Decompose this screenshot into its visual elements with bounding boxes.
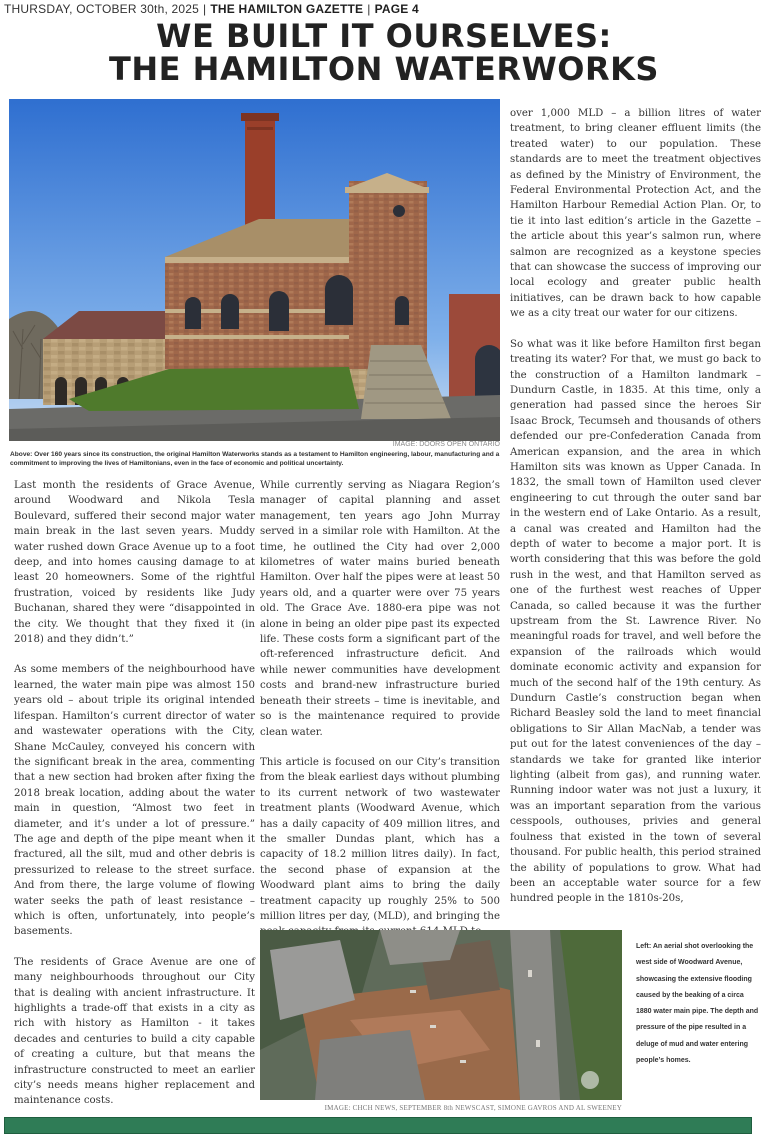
aerial-photo-caption: Left: An aerial shot overlooking the west side of Woodward Avenue, showcasing the extensive flooding caused by the beaking of a circa 1880 water main pipe. The depth and pressure of the pipe resulted in a deluge of mud and water entering people’s homes. <box>636 943 759 1065</box>
article-paragraph: While currently serving as Niagara Region’s manager of capital planning and asset management, ten years ago John Murray served in a similar role with Hamilton. At the time, he outlined the City had over 2,000 kilometres of water mains buried beneath Hamilton. Over half the pipes were at least 50 years old, and a quarter were over 75 years old. The Grace Ave. 1880-era pipe was not alone in being an older pipe past its expected life. These costs form a significant part of the oft-referenced infrastructure deficit. And while newer communities have development costs and brand-new infrastructure buried beneath their streets – time is inevitable, and so is the maintenance required to provide clean water. <box>260 480 500 738</box>
hero-photo-credit: IMAGE: DOORS OPEN ONTARIO <box>392 441 500 448</box>
article-paragraph: So what was it like before Hamilton first began treating its water? For that, we must go back to the construction of a Hamilton landmark – Dundurn Castle, in 1835. At this time, only a generation had passed since the heroes Sir Isaac Brock, Tecumseh and thousands of others defended our pre-Confederation Canada from American expansion, and the area in which Hamilton sits was known as Upper Canada. In 1832, the small town of Hamilton used clever engineering to cut through the outer sand bar in the western end of Lake Ontario. As a result, a canal was created and Hamilton had the depth of water to become a major port. It is worth considering that this was before the gold rush in the west, and that Hamilton served as one of the furthest west reaches of Upper Canada, so called because it was the further upstream from the St. Lawrence River. No meaningful roads for travel, and well before the expansion of the railroads which would dominate economic activity and expansion for much of the second half of the 19th century. As Dundurn Castle’s construction began when Richard Beasley sold the land to meet financial obligations to Sir Allan MacNab, a tender was put out for the latest conveniences of the day – standards we take for granted like interior lighting (albeit from gas), and running water. Running indoor water was not just a luxury, it was an important separation from the various cesspools, outhouses, privies and general foulness that existed in the town of several thousand. For public health, this period strained the ability of populations to grow. What had been an acceptable water source for a few hundred people in the 1810s-20s, <box>510 338 761 905</box>
headline <box>0 17 768 88</box>
headline-line-1: WE BUILT IT OURSELVES: <box>156 17 612 55</box>
article-paragraph: As some members of the neighbourhood have learned, the water main pipe was almost 150 years old – about triple its original intended lifespan. Hamilton’s current director of water and wastewater operations with the City, Shane McCauley, conveyed his concern with the significant break in the area, commenting that a new section had broken after fixing the 2018 break location, adding about the water main in question, “Almost two feet in diameter, and it’s under a lot of pressure.” The age and depth of the pipe meant when it fractured, all the silt, mud and other debris is pressurized to release to the street surface. And from there, the large volume of flowing water seeks the path of least resistance – which is often, unfortunately, into people’s basements. <box>14 664 255 938</box>
waterworks-photo <box>9 99 500 441</box>
masthead-separator: | <box>203 2 207 16</box>
masthead-date: THURSDAY, OCTOBER 30th, 2025 <box>4 2 200 16</box>
hero-photo-caption: Above: Over 160 years since its construction, the original Hamilton Waterworks stands as a testament to Hamilton engineering, labour, manufacturing and a commitment to improving the lives of Hamiltonians, even in the face of economic and political uncertainty. <box>10 451 500 467</box>
masthead-paper-name: THE HAMILTON GAZETTE <box>210 2 364 16</box>
masthead-page-number: PAGE 4 <box>374 2 419 16</box>
article-paragraph: over 1,000 MLD – a billion litres of water treatment, to bring cleaner effluent limits (the treated water) to our population. These standards are to meet the treatment objectives as defined by the Ministry of Environment, the Federal Environmental Protection Act, and the Hamilton Harbour Remedial Action Plan. Or, to tie it into last edition’s article in the Gazette – the article about this year’s salmon run, where salmon are recognized as a keystone species that can showcase the success of improving our local ecology and greater public health initiatives, can be drawn back to how capable we as a city treat our water for our citizens. <box>510 108 761 320</box>
article-column-3 <box>510 106 761 907</box>
headline-line-2: THE HAMILTON WATERWORKS <box>109 50 659 88</box>
aerial-flooding-photo <box>260 930 622 1100</box>
aerial-photo-credit: IMAGE: CHCH NEWS, SEPTEMBER 8th NEWSCAST, SIMONE GAVROS AND AL SWEENEY <box>324 1104 622 1112</box>
article-column-1 <box>14 478 255 1109</box>
masthead <box>4 2 419 16</box>
article-paragraph: This article is focused on our City’s transition from the bleak earliest days without plumbing to its current network of two wastewater treatment plants (Woodward Avenue, which has a daily capacity of 409 million litres, and the smaller Dundas plant, which has a capacity of 18.2 million litres daily). In fact, the second phase of expansion at the Woodward plant aims to bring the daily treatment capacity up roughly 25% to 500 million litres per day, (MLD), and bringing the <box>260 756 500 922</box>
footer-bar <box>4 1117 752 1134</box>
article-paragraph: The residents of Grace Avenue are one of many neighbourhoods throughout our City that is dealing with ancient infrastructure. It highlights a trade-off that exists in a city as rich with history as Hamilton - it takes decades and centuries to build a city capable of creating a culture, but that means the infrastructure constructed to meet an earlier city’s needs means higher replacement and maintenance costs. <box>14 956 255 1107</box>
article-paragraph: Last month the residents of Grace Avenue, around Woodward and Nikola Tesla Boulevard, suffered their second major water main break in the last seven years. Muddy water rushed down Grace Avenue up to a foot deep, and into homes causing damage to at least 20 homeowners. Some of the rightful frustration, voiced by residents like Judy Buchanan, shared they were “disappointed in the city. We thought that they fixed it (in 2018) and they didn’t.” <box>14 480 255 646</box>
article-column-2 <box>260 478 500 940</box>
masthead-separator: | <box>367 2 371 16</box>
